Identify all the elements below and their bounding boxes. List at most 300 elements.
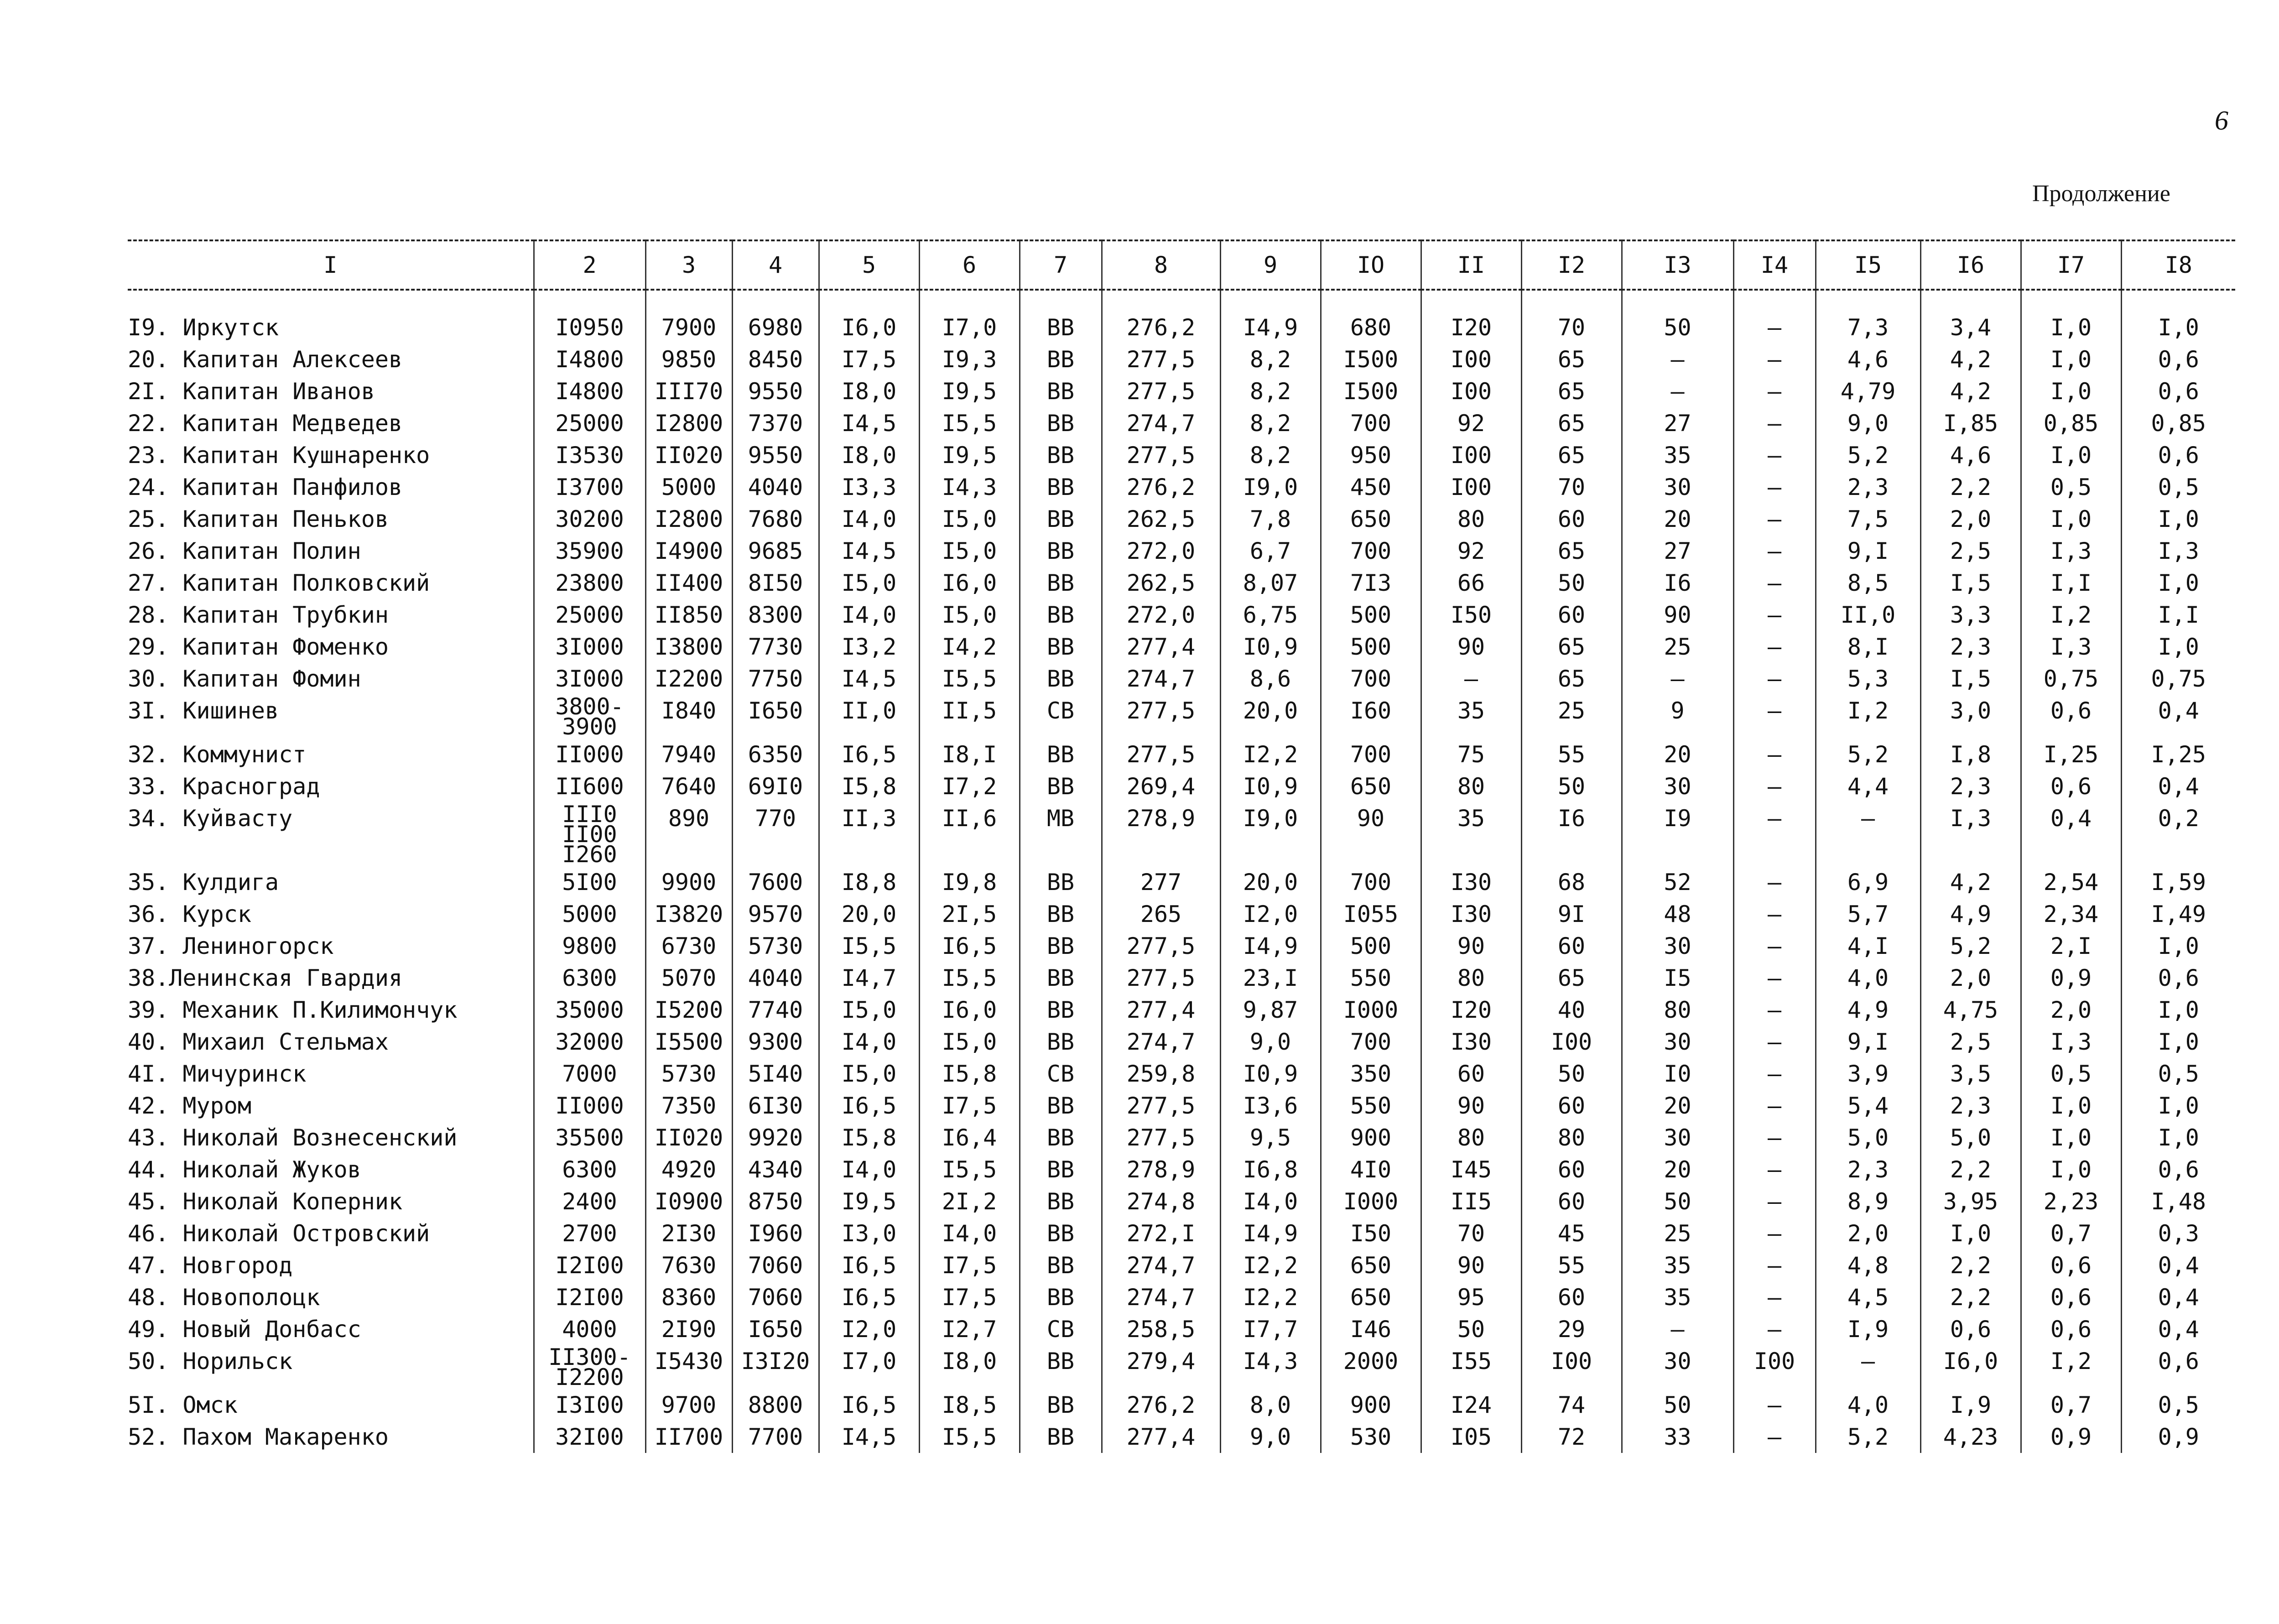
- table-cell-col-6: II,6: [919, 802, 1020, 866]
- table-row: [128, 994, 2235, 1026]
- table-cell-col-15: 4,79: [1816, 375, 1920, 407]
- table-cell-col-9: I4,9: [1220, 290, 1321, 344]
- column-header-18: I8: [2121, 240, 2235, 290]
- table-row: [128, 1313, 2235, 1345]
- table-cell-col-18: I,0: [2121, 631, 2235, 663]
- ship-name-cell: 44. Николай Жуков: [128, 1156, 361, 1183]
- column-header-6: 6: [919, 240, 1020, 290]
- table-cell-col-5: 20,0: [819, 898, 919, 930]
- table-cell-col-4: I960: [732, 1218, 819, 1249]
- table-cell-col-8: 272,0: [1102, 535, 1220, 567]
- table-cell-col-2: 6300: [534, 962, 645, 994]
- ship-name-cell: 46. Николай Островский: [128, 1220, 430, 1247]
- table-cell-col-17: 2,34: [2021, 898, 2121, 930]
- table-cell-col-11: 80: [1421, 770, 1521, 802]
- table-cell-col-16: I,0: [1920, 1218, 2021, 1249]
- table-cell-col-14: –: [1733, 663, 1816, 695]
- table-cell-col-18: 0,5: [2121, 471, 2235, 503]
- table-cell-col-14: –: [1733, 1218, 1816, 1249]
- table-cell-col-14: –: [1733, 375, 1816, 407]
- table-cell-col-3: II020: [645, 1122, 732, 1154]
- table-cell-col-3: 9700: [645, 1389, 732, 1421]
- table-cell-col-15: –: [1816, 1345, 1920, 1389]
- table-cell-col-10: I500: [1321, 375, 1421, 407]
- table-cell-col-11: 80: [1421, 1122, 1521, 1154]
- table-cell-col-3: 5070: [645, 962, 732, 994]
- table-cell-col-11: 35: [1421, 695, 1521, 739]
- table-header: [128, 240, 2235, 290]
- table-cell-col-7: ВВ: [1020, 663, 1102, 695]
- table-cell-col-13: I9: [1622, 802, 1733, 866]
- column-header-16: I6: [1920, 240, 2021, 290]
- table-cell-col-2: 35900: [534, 535, 645, 567]
- table-cell-col-2: 7000: [534, 1058, 645, 1090]
- table-cell-col-10: 90: [1321, 802, 1421, 866]
- table-cell-col-12: 45: [1521, 1218, 1622, 1249]
- table-cell-col-14: –: [1733, 631, 1816, 663]
- table-cell-col-13: –: [1622, 375, 1733, 407]
- table-cell-col-9: 8,2: [1220, 375, 1321, 407]
- table-row: [128, 631, 2235, 663]
- table-cell-col-8: 276,2: [1102, 290, 1220, 344]
- table-cell-col-13: 27: [1622, 535, 1733, 567]
- table-cell-col-4: 4340: [732, 1154, 819, 1186]
- table-cell-col-6: 2I,2: [919, 1186, 1020, 1218]
- table-cell-col-5: I3,3: [819, 471, 919, 503]
- table-cell-col-17: I,3: [2021, 535, 2121, 567]
- table-cell-col-8: 276,2: [1102, 471, 1220, 503]
- table-cell-col-16: 2,3: [1920, 1090, 2021, 1122]
- column-header-3: 3: [645, 240, 732, 290]
- table-cell-col-17: 2,23: [2021, 1186, 2121, 1218]
- table-cell-col-8: 278,9: [1102, 1154, 1220, 1186]
- table-cell-col-15: 6,9: [1816, 866, 1920, 898]
- table-cell-col-3: II850: [645, 599, 732, 631]
- table-cell-col-16: 2,3: [1920, 770, 2021, 802]
- table-cell-col-8: 277,5: [1102, 962, 1220, 994]
- table-cell-col-16: 4,2: [1920, 866, 2021, 898]
- table-cell-col-12: 50: [1521, 567, 1622, 599]
- table-cell-col-3: 9850: [645, 344, 732, 375]
- ship-name-cell: 37. Лениногорск: [128, 933, 334, 959]
- table-cell-col-10: 700: [1321, 407, 1421, 439]
- table-cell-col-14: –: [1733, 1249, 1816, 1281]
- table-cell-col-16: I6,0: [1920, 1345, 2021, 1389]
- table-row: [128, 770, 2235, 802]
- table-row: [128, 1122, 2235, 1154]
- table-cell-col-14: –: [1733, 1421, 1816, 1453]
- table-cell-col-15: 9,I: [1816, 535, 1920, 567]
- table-cell-col-11: I20: [1421, 290, 1521, 344]
- table-cell-col-6: I7,2: [919, 770, 1020, 802]
- ship-name-cell: 48. Новополоцк: [128, 1284, 320, 1311]
- table-cell-col-8: 276,2: [1102, 1389, 1220, 1421]
- table-cell-col-4: 6350: [732, 739, 819, 770]
- table-cell-col-8: 277,4: [1102, 631, 1220, 663]
- table-cell-col-7: ВВ: [1020, 1026, 1102, 1058]
- table-cell-col-9: I3,6: [1220, 1090, 1321, 1122]
- table-cell-col-18: 0,75: [2121, 663, 2235, 695]
- table-cell-col-13: 30: [1622, 930, 1733, 962]
- table-cell-col-9: I4,9: [1220, 1218, 1321, 1249]
- table-cell-col-16: 5,0: [1920, 1122, 2021, 1154]
- table-cell-col-13: 50: [1622, 1389, 1733, 1421]
- table-cell-col-11: I05: [1421, 1421, 1521, 1453]
- ship-name-cell: 33. Красноград: [128, 773, 320, 800]
- table-cell-col-14: –: [1733, 994, 1816, 1026]
- table-cell-col-2: 2400: [534, 1186, 645, 1218]
- table-row: [128, 344, 2235, 375]
- table-cell-col-14: –: [1733, 739, 1816, 770]
- table-cell-col-5: I5,5: [819, 930, 919, 962]
- table-cell-col-2: I4800: [534, 344, 645, 375]
- table-cell-col-4: 8750: [732, 1186, 819, 1218]
- table-cell-col-17: 0,7: [2021, 1389, 2121, 1421]
- table-row: [128, 375, 2235, 407]
- table-cell-col-9: I7,7: [1220, 1313, 1321, 1345]
- table-cell-col-13: 50: [1622, 1186, 1733, 1218]
- table-cell-col-13: 90: [1622, 599, 1733, 631]
- table-row: [128, 1090, 2235, 1122]
- table-cell-col-13: 9: [1622, 695, 1733, 739]
- table-cell-col-7: ВВ: [1020, 471, 1102, 503]
- table-cell-col-8: 274,7: [1102, 1249, 1220, 1281]
- table-cell-col-3: 5000: [645, 471, 732, 503]
- table-cell-col-14: –: [1733, 1186, 1816, 1218]
- table-cell-col-5: I4,5: [819, 535, 919, 567]
- table-cell-col-16: 2,2: [1920, 471, 2021, 503]
- table-cell-col-15: 4,9: [1816, 994, 1920, 1026]
- table-cell-col-15: 2,3: [1816, 471, 1920, 503]
- table-cell-col-13: –: [1622, 1313, 1733, 1345]
- table-cell-col-4: 7600: [732, 866, 819, 898]
- table-cell-col-16: I,5: [1920, 567, 2021, 599]
- column-header-11: II: [1421, 240, 1521, 290]
- table-row: [128, 930, 2235, 962]
- table-cell-col-16: 2,0: [1920, 503, 2021, 535]
- table-row: [128, 1421, 2235, 1453]
- table-row: [128, 802, 2235, 866]
- table-cell-col-18: 0,2: [2121, 802, 2235, 866]
- table-cell-col-7: ВВ: [1020, 567, 1102, 599]
- table-cell-col-8: 265: [1102, 898, 1220, 930]
- table-cell-col-2: 30200: [534, 503, 645, 535]
- table-cell-col-10: I055: [1321, 898, 1421, 930]
- table-cell-col-15: 8,I: [1816, 631, 1920, 663]
- table-cell-col-4: 7730: [732, 631, 819, 663]
- table-cell-col-13: 30: [1622, 471, 1733, 503]
- table-cell-col-10: I000: [1321, 1186, 1421, 1218]
- table-cell-col-4: 69I0: [732, 770, 819, 802]
- table-cell-col-6: I5,0: [919, 599, 1020, 631]
- table-cell-col-4: 7680: [732, 503, 819, 535]
- table-cell-col-9: I0,9: [1220, 631, 1321, 663]
- table-cell-col-15: 8,9: [1816, 1186, 1920, 1218]
- column-header-17: I7: [2021, 240, 2121, 290]
- table-cell-col-18: 0,6: [2121, 439, 2235, 471]
- table-cell-col-14: –: [1733, 1090, 1816, 1122]
- table-cell-col-18: I,48: [2121, 1186, 2235, 1218]
- table-cell-col-13: 48: [1622, 898, 1733, 930]
- table-cell-col-8: 262,5: [1102, 567, 1220, 599]
- table-cell-col-10: 700: [1321, 663, 1421, 695]
- table-cell-col-18: I,0: [2121, 567, 2235, 599]
- table-cell-col-2: 2700: [534, 1218, 645, 1249]
- table-cell-col-6: I4,2: [919, 631, 1020, 663]
- table-cell-col-9: 20,0: [1220, 866, 1321, 898]
- table-cell-col-3: I5500: [645, 1026, 732, 1058]
- table-cell-col-6: I6,0: [919, 567, 1020, 599]
- table-cell-col-2: I3700: [534, 471, 645, 503]
- table-cell-col-18: I,25: [2121, 739, 2235, 770]
- table-cell-col-7: ВВ: [1020, 439, 1102, 471]
- table-cell-col-13: 52: [1622, 866, 1733, 898]
- ship-name-cell: 5I. Омск: [128, 1392, 238, 1418]
- table-cell-col-10: 550: [1321, 1090, 1421, 1122]
- table-cell-col-3: I2800: [645, 503, 732, 535]
- table-cell-col-9: 8,07: [1220, 567, 1321, 599]
- table-cell-col-12: 55: [1521, 1249, 1622, 1281]
- table-cell-col-5: I6,0: [819, 290, 919, 344]
- table-cell-col-15: I,9: [1816, 1313, 1920, 1345]
- table-cell-col-14: –: [1733, 1154, 1816, 1186]
- page-number: 6: [2215, 105, 2228, 135]
- table-cell-col-11: I00: [1421, 471, 1521, 503]
- table-cell-col-5: I8,8: [819, 866, 919, 898]
- table-cell-col-18: I,0: [2121, 290, 2235, 344]
- table-cell-col-4: 9550: [732, 375, 819, 407]
- table-cell-col-10: I46: [1321, 1313, 1421, 1345]
- table-cell-col-6: I9,3: [919, 344, 1020, 375]
- table-cell-col-8: 259,8: [1102, 1058, 1220, 1090]
- table-row: [128, 962, 2235, 994]
- table-cell-col-3: II020: [645, 439, 732, 471]
- table-cell-col-11: 60: [1421, 1058, 1521, 1090]
- table-cell-col-12: 65: [1521, 375, 1622, 407]
- table-cell-col-17: 2,I: [2021, 930, 2121, 962]
- table-cell-col-10: 700: [1321, 866, 1421, 898]
- column-header-4: 4: [732, 240, 819, 290]
- table-cell-col-11: 80: [1421, 962, 1521, 994]
- table-cell-col-2: I2I00: [534, 1249, 645, 1281]
- table-cell-col-18: 0,4: [2121, 770, 2235, 802]
- table-cell-col-2: 25000: [534, 407, 645, 439]
- table-cell-col-4: I650: [732, 1313, 819, 1345]
- ship-name-cell: 49. Новый Донбасс: [128, 1316, 361, 1343]
- table-cell-col-16: 2,3: [1920, 631, 2021, 663]
- table-cell-col-17: I,2: [2021, 599, 2121, 631]
- table-cell-col-15: 2,0: [1816, 1218, 1920, 1249]
- table-cell-col-12: 70: [1521, 290, 1622, 344]
- table-cell-col-18: I,0: [2121, 1026, 2235, 1058]
- table-cell-col-16: I,5: [1920, 663, 2021, 695]
- table-cell-col-11: I00: [1421, 439, 1521, 471]
- table-cell-col-10: 450: [1321, 471, 1421, 503]
- table-cell-col-9: 8,6: [1220, 663, 1321, 695]
- table-cell-col-16: 5,2: [1920, 930, 2021, 962]
- table-cell-col-6: I5,5: [919, 1154, 1020, 1186]
- table-cell-col-17: 0,7: [2021, 1218, 2121, 1249]
- column-header-12: I2: [1521, 240, 1622, 290]
- table-cell-col-6: II,5: [919, 695, 1020, 739]
- table-cell-col-12: 70: [1521, 471, 1622, 503]
- table-cell-col-8: 277: [1102, 866, 1220, 898]
- table-cell-col-7: МВ: [1020, 802, 1102, 866]
- column-header-5: 5: [819, 240, 919, 290]
- table-cell-col-16: 4,9: [1920, 898, 2021, 930]
- table-cell-col-9: 6,7: [1220, 535, 1321, 567]
- table-cell-col-18: 0,4: [2121, 695, 2235, 739]
- table-cell-col-8: 272,I: [1102, 1218, 1220, 1249]
- table-cell-col-17: I,25: [2021, 739, 2121, 770]
- table-cell-col-2: 32I00: [534, 1421, 645, 1453]
- ship-name-cell: 20. Капитан Алексеев: [128, 346, 403, 373]
- table-cell-col-9: I2,2: [1220, 1249, 1321, 1281]
- table-cell-col-8: 277,5: [1102, 1122, 1220, 1154]
- column-header-13: I3: [1622, 240, 1733, 290]
- table-cell-col-18: I,0: [2121, 930, 2235, 962]
- table-cell-col-11: 35: [1421, 802, 1521, 866]
- table-cell-col-6: I5,0: [919, 503, 1020, 535]
- table-cell-col-17: 0,4: [2021, 802, 2121, 866]
- table-cell-col-8: 258,5: [1102, 1313, 1220, 1345]
- table-cell-col-11: 90: [1421, 631, 1521, 663]
- table-cell-col-4: 9300: [732, 1026, 819, 1058]
- table-cell-col-6: I7,5: [919, 1281, 1020, 1313]
- table-cell-col-7: СВ: [1020, 1313, 1102, 1345]
- table-cell-col-6: I6,5: [919, 930, 1020, 962]
- table-cell-col-7: ВВ: [1020, 1345, 1102, 1389]
- table-cell-col-3: I5430: [645, 1345, 732, 1389]
- table-cell-col-6: 2I,5: [919, 898, 1020, 930]
- table-cell-col-5: I5,0: [819, 994, 919, 1026]
- table-row: [128, 1186, 2235, 1218]
- table-cell-col-5: I8,0: [819, 375, 919, 407]
- table-cell-col-5: II,3: [819, 802, 919, 866]
- table-cell-col-5: I4,7: [819, 962, 919, 994]
- table-cell-col-13: 30: [1622, 1122, 1733, 1154]
- table-cell-col-11: 92: [1421, 535, 1521, 567]
- table-cell-col-2: III0 II00 I260: [534, 802, 645, 866]
- table-cell-col-4: 4040: [732, 962, 819, 994]
- table-cell-col-5: I7,0: [819, 1345, 919, 1389]
- table-cell-col-16: 2,2: [1920, 1281, 2021, 1313]
- table-cell-col-8: 277,5: [1102, 930, 1220, 962]
- table-cell-col-13: 30: [1622, 770, 1733, 802]
- table-row: [128, 599, 2235, 631]
- table-cell-col-15: 4,5: [1816, 1281, 1920, 1313]
- table-cell-col-9: I0,9: [1220, 1058, 1321, 1090]
- table-cell-col-12: 60: [1521, 930, 1622, 962]
- table-cell-col-14: –: [1733, 802, 1816, 866]
- table-cell-col-11: II5: [1421, 1186, 1521, 1218]
- table-cell-col-7: ВВ: [1020, 1389, 1102, 1421]
- table-cell-col-7: ВВ: [1020, 866, 1102, 898]
- ship-name-cell: 29. Капитан Фоменко: [128, 634, 389, 660]
- table-cell-col-5: I6,5: [819, 1249, 919, 1281]
- table-cell-col-17: I,0: [2021, 1090, 2121, 1122]
- column-header-7: 7: [1020, 240, 1102, 290]
- table-cell-col-10: 650: [1321, 503, 1421, 535]
- table-cell-col-5: I4,0: [819, 1154, 919, 1186]
- table-cell-col-18: 0,3: [2121, 1218, 2235, 1249]
- table-cell-col-11: 90: [1421, 930, 1521, 962]
- ship-name-cell: 52. Пахом Макаренко: [128, 1424, 389, 1450]
- table-cell-col-7: СВ: [1020, 1058, 1102, 1090]
- table-cell-col-3: 7640: [645, 770, 732, 802]
- table-row: [128, 866, 2235, 898]
- table-cell-col-15: 5,4: [1816, 1090, 1920, 1122]
- table-cell-col-16: 2,2: [1920, 1154, 2021, 1186]
- table-cell-col-4: 8450: [732, 344, 819, 375]
- table-cell-col-7: ВВ: [1020, 1218, 1102, 1249]
- table-cell-col-7: ВВ: [1020, 1090, 1102, 1122]
- table-cell-col-11: I50: [1421, 599, 1521, 631]
- table-cell-col-13: I5: [1622, 962, 1733, 994]
- table-cell-col-5: I3,0: [819, 1218, 919, 1249]
- table-cell-col-8: 277,5: [1102, 439, 1220, 471]
- table-cell-col-2: II600: [534, 770, 645, 802]
- table-cell-col-9: I4,0: [1220, 1186, 1321, 1218]
- table-cell-col-15: 9,I: [1816, 1026, 1920, 1058]
- table-cell-col-7: ВВ: [1020, 994, 1102, 1026]
- table-row: [128, 695, 2235, 739]
- table-cell-col-15: 5,3: [1816, 663, 1920, 695]
- ship-name-cell: 32. Коммунист: [128, 741, 307, 768]
- table-cell-col-2: II300- I2200: [534, 1345, 645, 1389]
- table-cell-col-14: –: [1733, 567, 1816, 599]
- table-cell-col-2: I3530: [534, 439, 645, 471]
- ship-name-cell: 50. Норильск: [128, 1348, 293, 1374]
- table-cell-col-12: 40: [1521, 994, 1622, 1026]
- ship-name-cell: 26. Капитан Полин: [128, 538, 361, 564]
- table-cell-col-3: I2800: [645, 407, 732, 439]
- table-cell-col-9: I6,8: [1220, 1154, 1321, 1186]
- table-cell-col-7: ВВ: [1020, 1122, 1102, 1154]
- table-cell-col-18: I,I: [2121, 599, 2235, 631]
- table-cell-col-8: 272,0: [1102, 599, 1220, 631]
- table-cell-col-12: 60: [1521, 1154, 1622, 1186]
- table-row: [128, 407, 2235, 439]
- table-cell-col-15: 8,5: [1816, 567, 1920, 599]
- table-cell-col-2: 35000: [534, 994, 645, 1026]
- table-cell-col-8: 277,4: [1102, 994, 1220, 1026]
- table-cell-col-14: –: [1733, 290, 1816, 344]
- table-cell-col-14: –: [1733, 1122, 1816, 1154]
- table-cell-col-18: 0,4: [2121, 1281, 2235, 1313]
- table-cell-col-16: 0,6: [1920, 1313, 2021, 1345]
- ship-name-cell: 42. Муром: [128, 1093, 251, 1119]
- table-cell-col-8: 274,7: [1102, 663, 1220, 695]
- table-cell-col-3: 9900: [645, 866, 732, 898]
- table-cell-col-11: I00: [1421, 344, 1521, 375]
- table-cell-col-15: 9,0: [1816, 407, 1920, 439]
- table-cell-col-5: I4,0: [819, 599, 919, 631]
- table-cell-col-16: 3,95: [1920, 1186, 2021, 1218]
- table-cell-col-17: 0,75: [2021, 663, 2121, 695]
- table-cell-col-2: 23800: [534, 567, 645, 599]
- table-cell-col-14: –: [1733, 1281, 1816, 1313]
- table-cell-col-14: –: [1733, 535, 1816, 567]
- table-cell-col-15: –: [1816, 802, 1920, 866]
- table-cell-col-16: 4,23: [1920, 1421, 2021, 1453]
- table-cell-col-17: 0,6: [2021, 1281, 2121, 1313]
- table-cell-col-6: I7,5: [919, 1249, 1020, 1281]
- table-cell-col-10: I000: [1321, 994, 1421, 1026]
- table-cell-col-14: –: [1733, 695, 1816, 739]
- table-cell-col-3: 5730: [645, 1058, 732, 1090]
- table-cell-col-4: 7370: [732, 407, 819, 439]
